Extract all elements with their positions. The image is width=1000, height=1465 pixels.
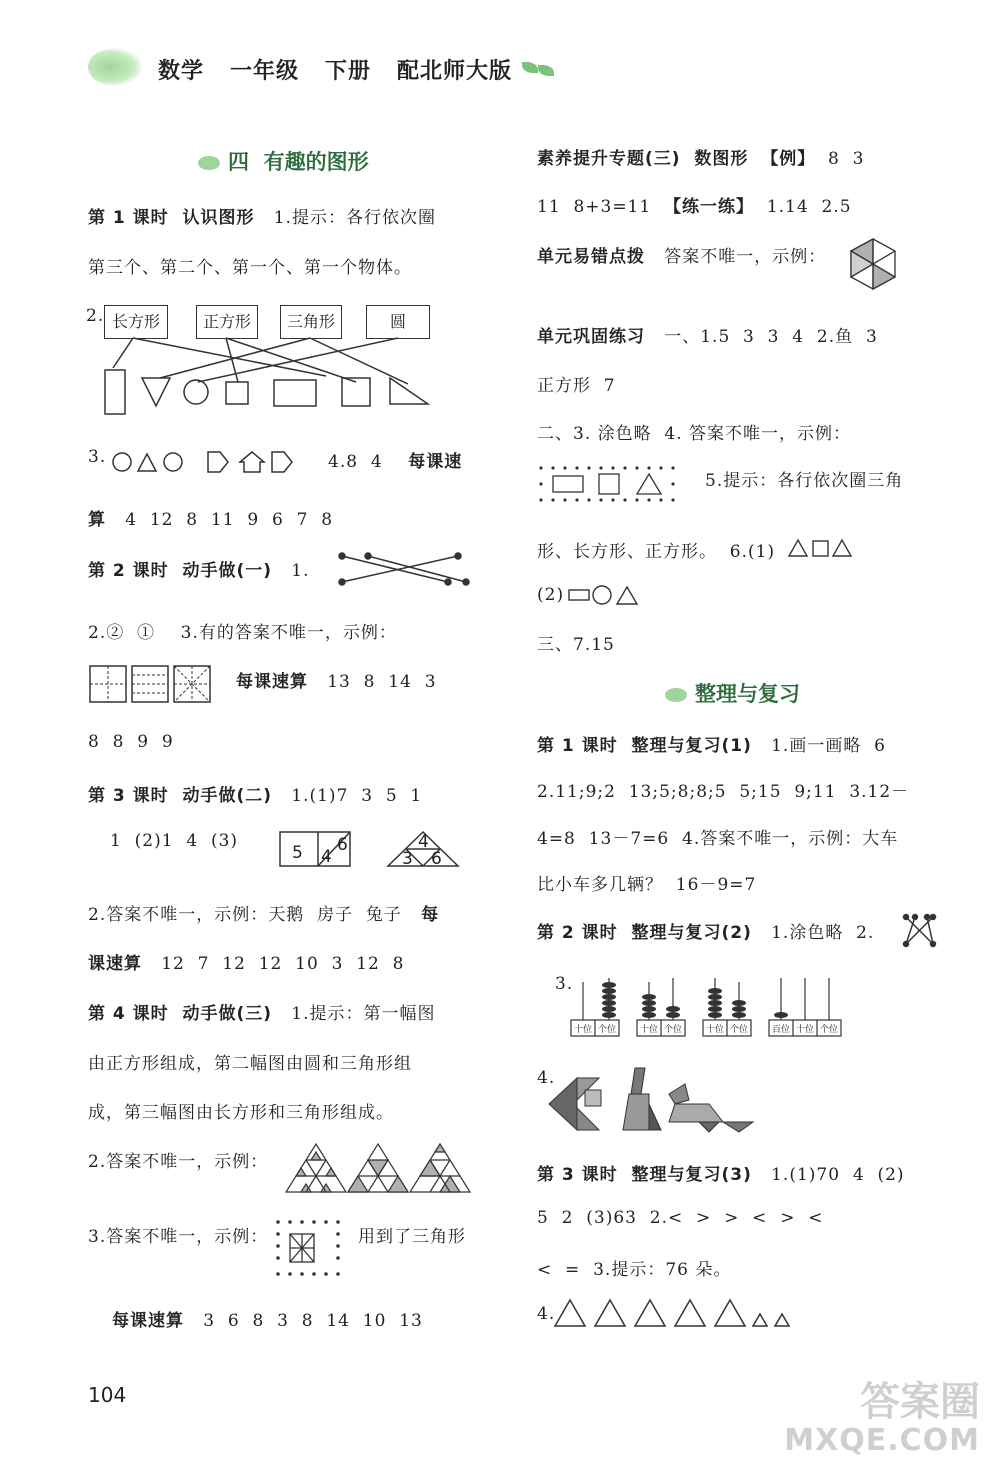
lesson1-calc: 算 4 12 8 11 9 6 7 8: [88, 510, 334, 530]
lesson3-line3: 2.答案不唯一，示例：天鹅 房子 兔子 每: [88, 905, 440, 925]
q3-shapes: [110, 448, 330, 478]
label-square: 正方形: [196, 305, 258, 339]
dots-cross-diagram: [903, 914, 939, 948]
abacus-label-ones: 个位: [730, 1025, 749, 1035]
unit-practice-q5: 5.提示：各行依次圈三角: [705, 471, 904, 491]
lesson1-line2: 第三个、第二个、第一个、第一个物体。: [88, 258, 412, 278]
q4-answer: 4.8 4 每课速: [328, 452, 463, 472]
square-shape: [342, 378, 370, 406]
review1-line4: 比小车多几辆？ 16－9=7: [537, 875, 757, 895]
abacus-label-ones: 个位: [664, 1025, 683, 1035]
tri-number: 3: [402, 849, 413, 869]
review3-q4: 4.: [537, 1304, 556, 1324]
lesson1-line1: 第 1 课时 认识图形 1.提示：各行依次圈: [88, 208, 436, 228]
abacus-label-ones: 个位: [820, 1025, 839, 1035]
q6-shapes-1: [787, 538, 857, 558]
triangles-sequence: [553, 1298, 793, 1330]
lesson4-line5: 3.答案不唯一，示例：: [88, 1227, 269, 1247]
number-shapes-diagram: [278, 830, 468, 870]
triangle-shape: [390, 378, 428, 404]
rect-number: 4: [321, 847, 332, 867]
review2-q4: 4.: [537, 1068, 556, 1088]
review1-line2: 2.11;9;2 13;5;8;8;5 5;15 9;11 3.12－: [537, 782, 910, 802]
review3-line1: 第 3 课时 整理与复习(3) 1.(1)70 4 (2): [537, 1165, 905, 1185]
lesson4-line4: 2.答案不唯一，示例：: [88, 1152, 269, 1172]
review3-line3: < = 3.提示：76 朵。: [537, 1260, 732, 1280]
leaf-marker-icon: [198, 156, 220, 170]
unit-practice-line3: 二、3. 涂色略 4. 答案不唯一，示例：: [537, 424, 852, 444]
review2-line1: 第 2 课时 整理与复习(2) 1.涂色略 2.: [537, 923, 875, 943]
special-topic-line1: 素养提升专题(三) 数图形 【例】 8 3: [537, 149, 865, 169]
lesson2-calc-2: 8 8 9 9: [88, 732, 174, 752]
lesson3-line1: 第 3 课时 动手做(二) 1.(1)7 3 5 1: [88, 786, 423, 806]
label-circle: 圆: [366, 305, 430, 339]
lesson2-line2: 2.② ① 3.有的答案不唯一，示例：: [88, 623, 397, 643]
abacus-label-ones: 个位: [598, 1025, 617, 1035]
lesson4-line5b: 用到了三角形: [358, 1227, 466, 1247]
rectangle-shape: [105, 370, 125, 414]
unit-practice-line7: 三、7.15: [537, 635, 615, 655]
abacus-label-tens: 十位: [574, 1025, 593, 1035]
error-tips-line: 单元易错点拨 答案不唯一，示例：: [537, 247, 827, 267]
lesson4-line2: 由正方形组成，第二幅图由圆和三角形组: [88, 1054, 412, 1074]
lesson2-calc: 每课速算 13 8 14 3: [236, 672, 437, 692]
fold-squares-diagram: [88, 664, 218, 704]
triangle-grids-diagram: [284, 1144, 474, 1196]
unit-practice-line6: (2): [537, 585, 565, 605]
dot-grid-diagram: [274, 1218, 346, 1280]
lesson4-line3: 成，第三幅图由长方形和三角形组成。: [88, 1103, 394, 1123]
tangram-diagram: [549, 1064, 759, 1134]
review3-line2: 5 2 (3)63 2.< > > < > <: [537, 1208, 824, 1228]
label-triangle: 三角形: [280, 305, 342, 339]
leaf-icon: [522, 62, 538, 73]
rect-number: 6: [337, 835, 348, 855]
circle-shape: [184, 380, 208, 404]
abacus-label-hundreds: 百位: [772, 1025, 791, 1035]
abacus-label-tens: 十位: [640, 1025, 659, 1035]
dots-lines-diagram: [338, 552, 478, 588]
watermark: 答案圈 MXQE.COM: [784, 1379, 980, 1458]
review-title: 整理与复习: [665, 678, 800, 708]
review2-q3: 3.: [555, 974, 574, 994]
square-shape: [226, 382, 248, 404]
unit-practice-line1: 单元巩固练习 一、1.5 3 3 4 2.鱼 3: [537, 327, 878, 347]
q6-shapes-2: [567, 584, 647, 606]
abacus-diagram: [571, 972, 861, 1042]
tri-number: 6: [431, 849, 442, 869]
leaf-marker-icon: [665, 688, 687, 702]
page-number: 104: [88, 1383, 127, 1407]
abacus-label-tens: 十位: [796, 1025, 815, 1035]
lesson4-calc: 每课速算 3 6 8 3 8 14 10 13: [112, 1311, 423, 1331]
review1-line3: 4=8 13－7=6 4.答案不唯一，示例：大车: [537, 829, 899, 849]
dot-pattern-diagram: [537, 464, 685, 504]
unit-practice-line5: 形、长方形、正方形。 6.(1): [537, 542, 776, 562]
special-topic-line2: 11 8+3=11 【练一练】 1.14 2.5: [537, 197, 852, 217]
matching-diagram: [88, 300, 488, 420]
page-header: [0, 40, 1000, 100]
unit-practice-line2: 正方形 7: [537, 376, 616, 396]
lesson3-line2: 1 (2)1 4 (3): [110, 831, 239, 851]
lesson3-calc: 课速算 12 7 12 12 10 3 12 8: [88, 954, 405, 974]
lesson2-line1: 第 2 课时 动手做(一) 1.: [88, 561, 310, 581]
abacus-label-tens: 十位: [706, 1025, 725, 1035]
hexagon-diagram: [845, 236, 901, 292]
rect-number: 5: [292, 843, 303, 863]
q2-number: 2.: [86, 306, 105, 326]
leaf-icon: [538, 65, 554, 76]
q3-number: 3.: [88, 447, 107, 467]
review1-line1: 第 1 课时 整理与复习(1) 1.画一画略 6: [537, 736, 886, 756]
leaf-decoration-icon: [88, 48, 142, 86]
book-title: 数学 一年级 下册 配北师大版: [158, 59, 513, 84]
tri-number: 4: [418, 832, 429, 852]
lesson4-line1: 第 4 课时 动手做(三) 1.提示：第一幅图: [88, 1004, 436, 1024]
triangle-shape: [142, 378, 170, 406]
unit-title: 四 有趣的图形: [198, 146, 369, 176]
rectangle-shape: [274, 380, 316, 406]
label-rectangle: 长方形: [104, 305, 168, 339]
